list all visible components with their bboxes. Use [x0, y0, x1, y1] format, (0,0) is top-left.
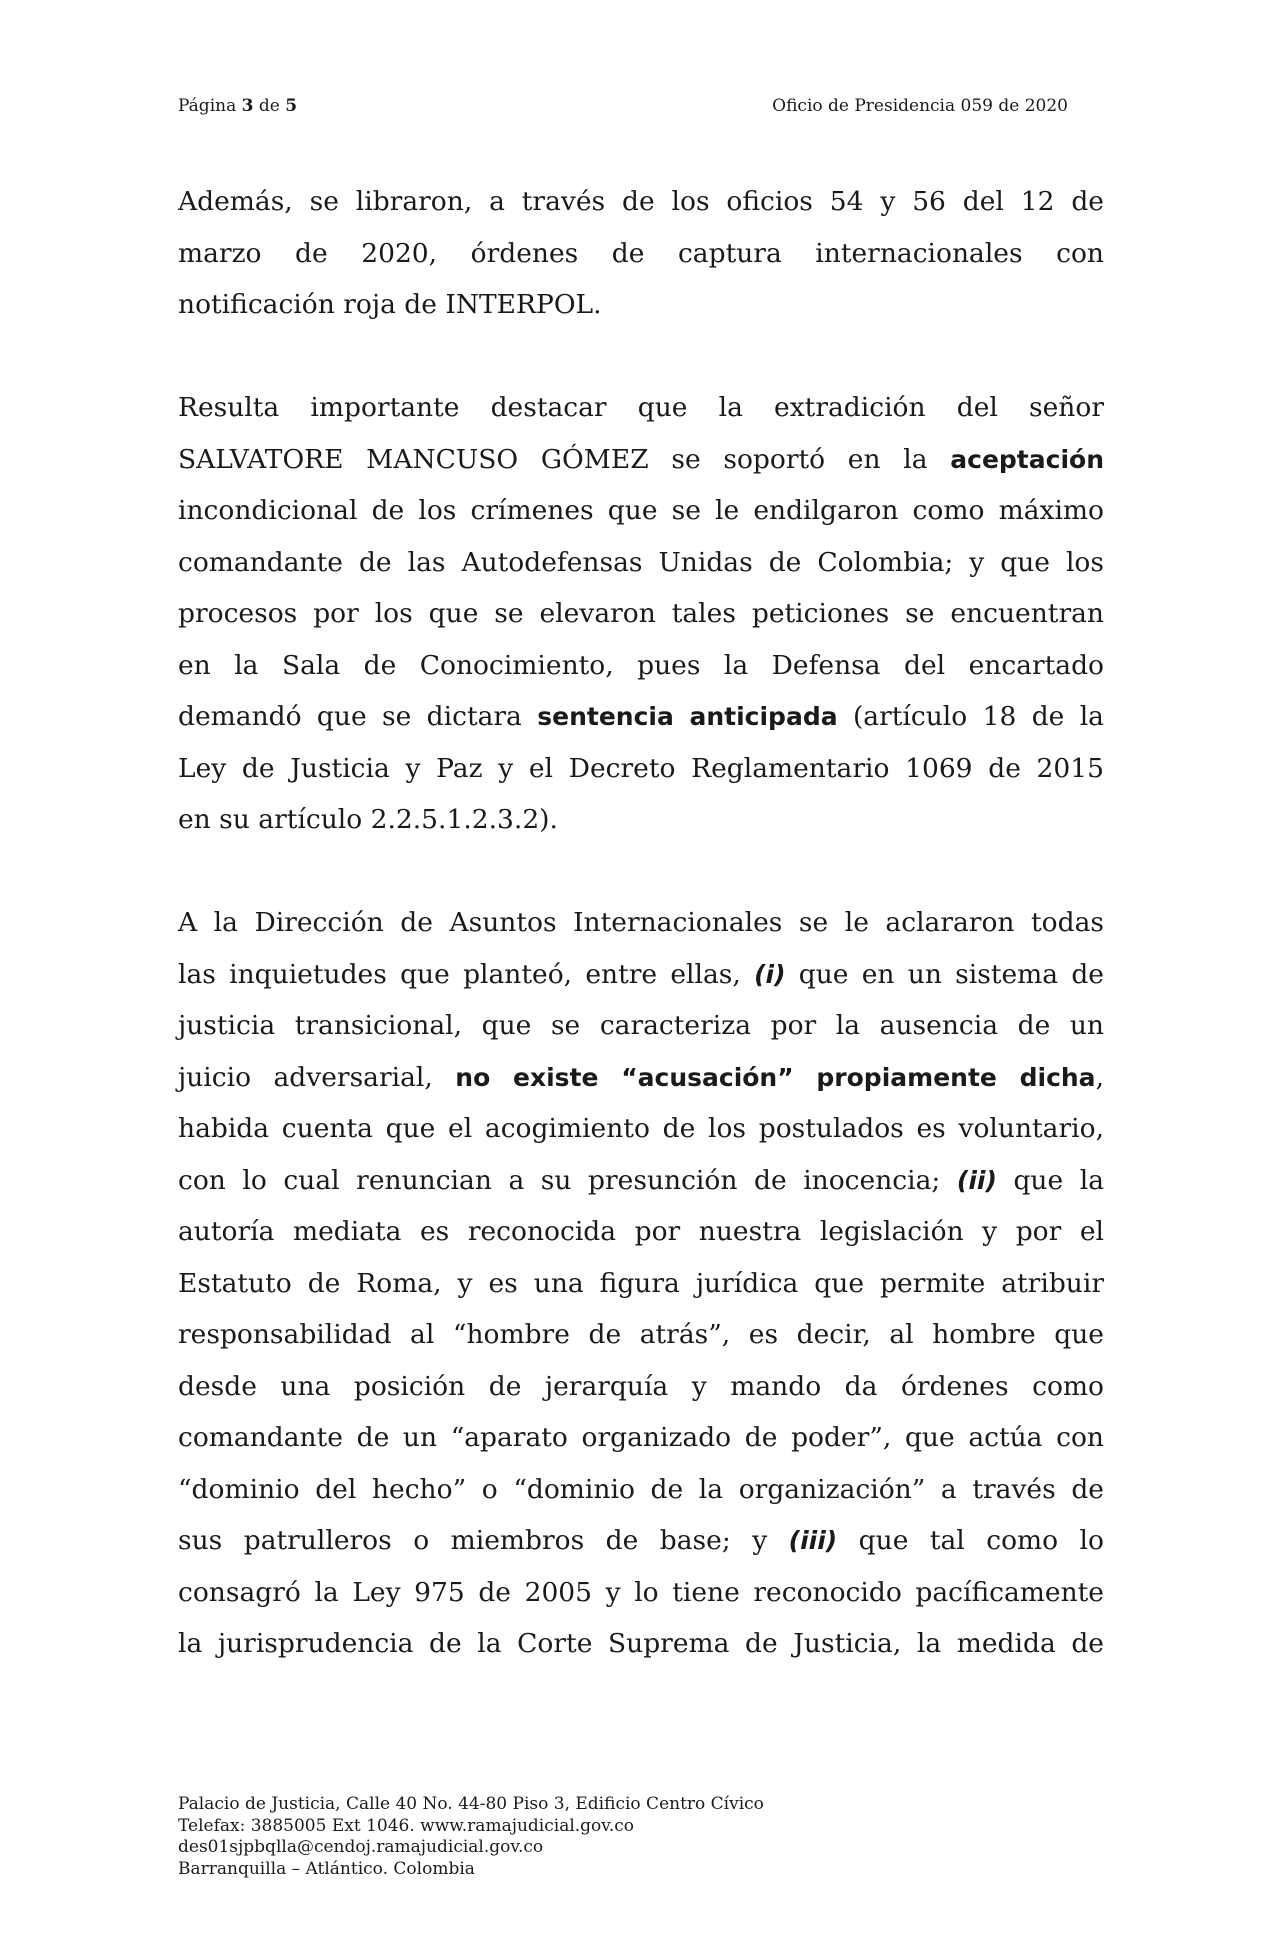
- enumeration-marker: (iii): [788, 1526, 838, 1555]
- text-line: las inquietudes que planteó, entre ellas, (i) que en un sistema de: [178, 958, 1104, 990]
- text-line: procesos por los que se elevaron tales peticiones se encuentran: [178, 598, 1104, 629]
- text-line: con lo cual renuncian a su presunción de inocencia; (ii) que la: [178, 1164, 1104, 1196]
- emphasis-text: no existe “acusación” propiamente dicha: [455, 1062, 1096, 1092]
- text-line: comandante de las Autodefensas Unidas de Colombia; y que los: [178, 546, 1104, 578]
- text-line: notificación roja de INTERPOL.: [178, 289, 602, 320]
- enumeration-marker: (ii): [956, 1165, 997, 1195]
- footer-address: Palacio de Justicia, Calle 40 No. 44-80 Piso 3, Edificio Centro Cívico: [178, 1794, 764, 1814]
- text-line: la jurisprudencia de la Corte Suprema de Justicia, la medida de: [178, 1628, 1104, 1659]
- document-body: [178, 176, 1104, 1721]
- text-line: “dominio del hecho” o “dominio de la organización” a través de: [178, 1473, 1104, 1505]
- paragraph-3: [178, 897, 1104, 1670]
- text-line: juicio adversarial, no existe “acusación” propiamente dicha,: [178, 1061, 1104, 1093]
- emphasis-text: sentencia anticipada: [537, 702, 838, 731]
- emphasis-text: aceptación: [950, 444, 1104, 474]
- text-line: consagró la Ley 975 de 2005 y lo tiene reconocido pacíficamente: [178, 1576, 1104, 1608]
- enumeration-marker: (i): [754, 959, 786, 989]
- page-number: Página 3 de 5: [178, 96, 298, 116]
- text-line: en su artículo 2.2.5.1.2.3.2).: [178, 804, 558, 835]
- text-line: Resulta importante destacar que la extradición del señor: [178, 392, 1104, 423]
- text-line: habida cuenta que el acogimiento de los postulados es voluntario,: [178, 1113, 1104, 1144]
- text-line: autoría mediata es reconocida por nuestra legislación y por el: [178, 1216, 1104, 1247]
- paragraph-1: [178, 176, 1104, 331]
- text-line: en la Sala de Conocimiento, pues la Defensa del encartado: [178, 649, 1104, 681]
- text-line: demandó que se dictara sentencia anticipada (artículo 18 de la: [178, 701, 1104, 732]
- text-line: sus patrulleros o miembros de base; y (iii) que tal como lo: [178, 1525, 1104, 1556]
- footer-phone-web: Telefax: 3885005 Ext 1046. www.ramajudicial.gov.co: [178, 1815, 635, 1836]
- text-line: marzo de 2020, órdenes de captura internacionales con: [178, 237, 1104, 269]
- text-line: responsabilidad al “hombre de atrás”, es decir, al hombre que: [178, 1319, 1104, 1350]
- footer-city: Barranquilla – Atlántico. Colombia: [178, 1858, 475, 1879]
- text-line: Ley de Justicia y Paz y el Decreto Reglamentario 1069 de 2015: [178, 752, 1104, 784]
- office-reference: Oficio de Presidencia 059 de 2020: [772, 96, 1068, 116]
- text-line: Además, se libraron, a través de los oficios 54 y 56 del 12 de: [178, 186, 1104, 217]
- page-footer: [178, 1794, 978, 1880]
- text-line: desde una posición de jerarquía y mando da órdenes como: [178, 1370, 1104, 1402]
- text-line: comandante de un “aparato organizado de poder”, que actúa con: [178, 1422, 1104, 1453]
- page-header: [178, 94, 1068, 118]
- footer-email: des01sjpbqlla@cendoj.ramajudicial.gov.co: [178, 1837, 544, 1857]
- paragraph-2: [178, 382, 1104, 846]
- text-line: SALVATORE MANCUSO GÓMEZ se soportó en la aceptación: [178, 443, 1104, 475]
- text-line: incondicional de los crímenes que se le endilgaron como máximo: [178, 495, 1104, 526]
- text-line: justicia transicional, que se caracteriza por la ausencia de un: [178, 1010, 1104, 1041]
- text-line: Estatuto de Roma, y es una figura jurídica que permite atribuir: [178, 1267, 1104, 1299]
- text-line: A la Dirección de Asuntos Internacionales se le aclararon todas: [178, 907, 1104, 938]
